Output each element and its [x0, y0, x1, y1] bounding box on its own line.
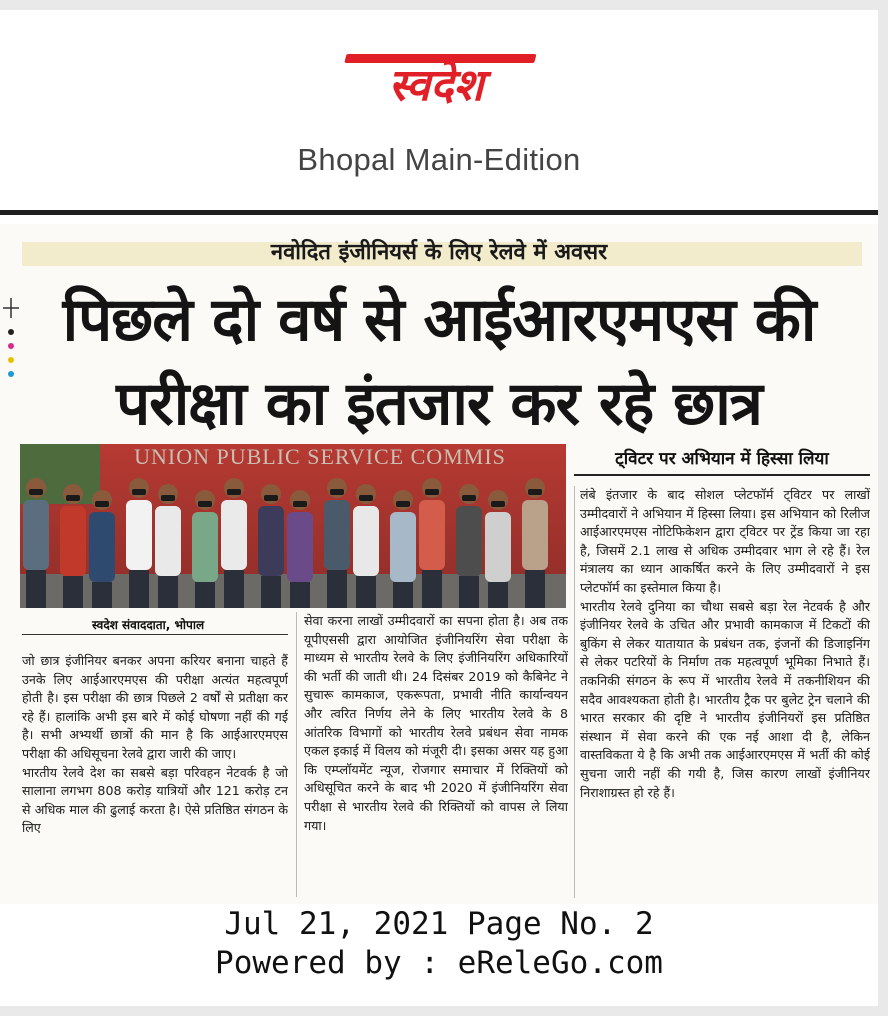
group-photo: [20, 444, 566, 608]
headline-line-2: परीक्षा का इंतजार कर रहे छात्र: [116, 369, 762, 439]
face-mask: [29, 489, 43, 495]
person-figure: [126, 500, 152, 570]
face-mask: [396, 501, 410, 507]
article-kicker: नवोदित इंजीनियर्स के लिए रेलवे में अवसर: [270, 240, 608, 265]
column-subheading: ट्विटर पर अभियान में हिस्सा लिया: [615, 449, 829, 469]
epaper-page: [0, 10, 878, 1006]
face-mask: [330, 489, 344, 495]
header-divider: [0, 210, 878, 215]
article-headline: [10, 278, 868, 446]
person-legs: [459, 576, 479, 608]
person-legs: [525, 570, 545, 608]
person-figure: [192, 512, 218, 582]
person-figure: [522, 500, 548, 570]
article-column-1: [22, 652, 288, 902]
person-legs: [158, 576, 178, 608]
column-3-paragraph-2: भारतीय रेलवे दुनिया का चौथा सबसे बड़ा रेल नेटवर्क है और इंजीनियर रेलवे के उचित और प्रभावी कामकाज में टिकटों की बुकिंग से लेकर यातायात के प्रबंधन तक, इंजनों की डिजाइनिंग से लेकर पटरियों के निर्माण तक महत्वपूर्ण भूमिका निभाते हैं। तकनिकी संगठन के रूप में भारतीय रेलवे में तकनीशियन की सदैव आवश्यकता होती है। भारतीय ट्रैक पर बुलेट ट्रेन चलाने की भारत सरकार की दृष्टि ने भारतीय इंजीनियरों इस प्रतिष्ठित संस्थान में सेवा करने की एक नई आशा दी है, लेकिन वास्तविकता ये है कि अभी तक आईआरएमएस में भर्ती की कोई सुचना जारी नहीं की गयी है, जिस कारण लाखों इंजीनियर निराशाग्रस्त हो रहे हैं।: [580, 598, 870, 800]
face-mask: [462, 495, 476, 501]
footer-date-page: Jul 21, 2021 Page No. 2: [224, 906, 654, 942]
byline-divider: [22, 634, 288, 635]
face-mask: [161, 495, 175, 501]
person-legs: [356, 576, 376, 608]
print-registration-mark: [2, 298, 20, 382]
news-clipping: [0, 224, 878, 904]
headline-line-1: पिछले दो वर्ष से आईआरएमएस की: [62, 285, 816, 355]
face-mask: [359, 495, 373, 501]
footer-powered-by: Powered by : eReleGo.com: [215, 945, 663, 981]
person-legs: [290, 582, 310, 608]
person-figure: [485, 512, 511, 582]
column-divider: [296, 612, 297, 897]
face-mask: [264, 495, 278, 501]
column-3-paragraph-1: लंबे इंतजार के बाद सोशल प्लेटफॉर्म ट्विटर पर लाखों उम्मीदवारों ने अभियान में हिस्सा लिया। इस अभियान को रिलीज आईआरएमएस नोटिफिकेशन द्वारा ट्विटर पर ट्रेंड किया जा रहा है, जिसमें 2.1 लाख से अधिक उम्मीदवार भाग ले रहे हैं। रेल मंत्रालय का ध्यान आकर्षित करने के लिए उम्मीदवारों ने इस प्लेटफॉर्म का इस्तेमाल किया है।: [580, 487, 870, 595]
person-legs: [92, 582, 112, 608]
face-mask: [227, 489, 241, 495]
person-figure: [60, 506, 86, 576]
person-legs: [327, 570, 347, 608]
person-figure: [390, 512, 416, 582]
swadesh-logo: [330, 48, 542, 112]
column-divider: [574, 486, 575, 898]
upsc-sign-text: UNION PUBLIC SERVICE COMMIS: [134, 444, 506, 469]
face-mask: [132, 489, 146, 495]
person-figure: [23, 500, 49, 570]
byline: स्वदेश संवाददाता, भोपाल: [92, 618, 205, 632]
person-legs: [224, 570, 244, 608]
person-legs: [129, 570, 149, 608]
article-column-3: [580, 486, 870, 904]
column-1-paragraph-1: जो छात्र इंजीनियर बनकर अपना करियर बनाना चाहते हैं उनके लिए आईआरएमएस की परीक्षा अत्यंत महत्वपूर्ण होती है। इस परीक्षा की छात्र पिछले 2 वर्षों से प्रतीक्षा कर रहे हैं। हालांकि अभी इस बारे में कोई घोषणा नहीं की गई है। सभी अभ्यर्थी छात्रों की मान है कि आईआरएमएस परीक्षा की अधिसूचना रेलवे द्वारा जारी की जाए।: [22, 653, 288, 761]
person-legs: [63, 576, 83, 608]
face-mask: [425, 489, 439, 495]
person-figure: [155, 506, 181, 576]
person-figure: [353, 506, 379, 576]
face-mask: [95, 501, 109, 507]
person-legs: [488, 582, 508, 608]
face-mask: [293, 501, 307, 507]
person-legs: [393, 582, 413, 608]
person-figure: [221, 500, 247, 570]
person-figure: [89, 512, 115, 582]
person-figure: [287, 512, 313, 582]
face-mask: [198, 501, 212, 507]
person-figure: [456, 506, 482, 576]
person-figure: [258, 506, 284, 576]
edition-title: Bhopal Main-Edition: [297, 142, 581, 177]
logo-text: स्वदेश: [388, 60, 484, 111]
subheading-underline: [574, 474, 870, 476]
face-mask: [491, 501, 505, 507]
person-figure: [419, 500, 445, 570]
face-mask: [66, 495, 80, 501]
article-column-2: [304, 612, 568, 902]
person-legs: [261, 576, 281, 608]
person-legs: [195, 582, 215, 608]
face-mask: [528, 489, 542, 495]
person-legs: [26, 570, 46, 608]
person-figure: [324, 500, 350, 570]
column-1-paragraph-2: भारतीय रेलवे देश का सबसे बड़ा परिवहन नेटवर्क है जो सालाना लगभग 808 करोड़ यात्रियों और 121 करोड़ टन से अधिक माल की ढुलाई करता है। ऐसे प्रतिष्ठित संगठन के लिए: [22, 764, 288, 836]
person-legs: [422, 570, 442, 608]
column-2-paragraph-1: सेवा करना लाखों उम्मीदवारों का सपना होता है। अब तक यूपीएससी द्वारा आयोजित इंजीनियरिंग सेवा परीक्षा के माध्यम से भारतीय रेलवे के लिए इंजीनियरिंग अधिकारियों की भर्ती की जाती थी। 24 दिसंबर 2019 को कैबिनेट ने सुचारू कामकाज, एकरूपता, प्रभावी नीति कार्यान्वयन और त्वरित निर्णय लेने के लिए भारतीय रेलवे के 8 आंतरिक विभागों को भारतीय रेलवे प्रबंधन सेवा नामक एकल इकाई में विलय को मंजूरी दी। इसका असर यह हुआ कि एम्प्लॉयमेंट न्यूज, रोजगार समाचार में रिक्तियों को अधिसूचित करने के बाद भी 2020 में इंजीनियरिंग सेवा परीक्षा से भारतीय रेलवे की रिक्तियों को वापस ले लिया गया।: [304, 613, 568, 833]
